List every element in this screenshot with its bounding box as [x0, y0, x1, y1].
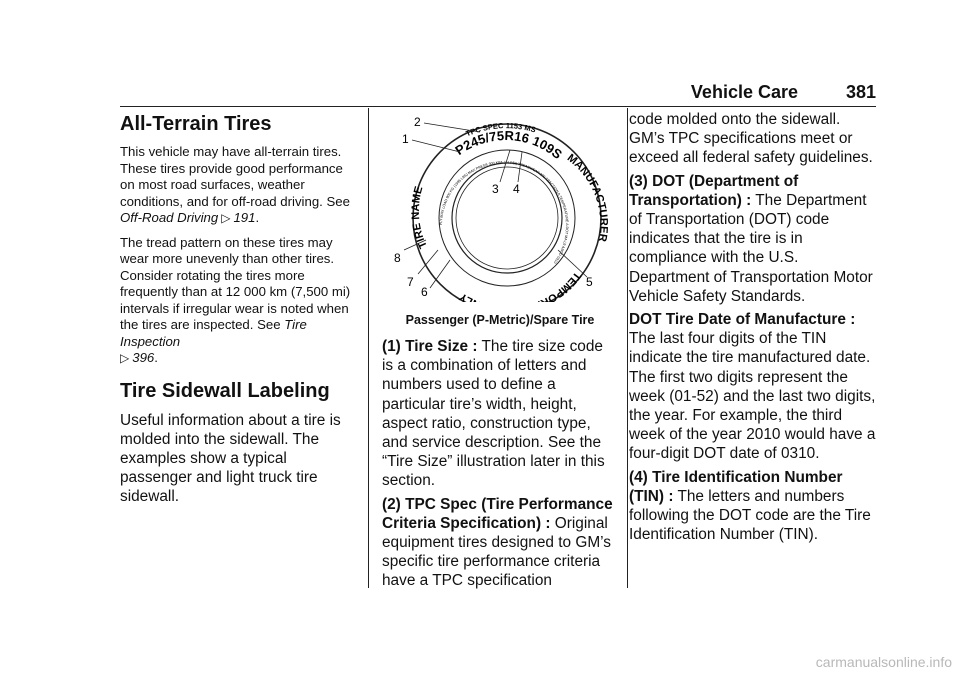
page-number: 381 [845, 82, 876, 102]
xref-tire-inspection[interactable]: Tire Inspection [120, 317, 307, 349]
item-text: The Department of Transportation (DOT) code indicates that the tire is in compliance with the U.S. Department of Transportation Motor Vehicle Safety Standards. [629, 191, 873, 305]
paragraph-end: . [255, 210, 260, 225]
callout-6: 6 [421, 285, 428, 299]
xref-page-191[interactable]: 191 [233, 210, 256, 225]
column-middle [382, 110, 618, 595]
item-label: (1) Tire Size : [382, 338, 478, 355]
manufacturer-text: MANUFACTURER [564, 151, 610, 243]
item-label: (2) TPC Spec (Tire Performance Criteria Specification) : [382, 495, 613, 532]
tire-size-text: P245/75R16 109S [452, 127, 566, 162]
column-divider-1 [368, 108, 369, 588]
callout-7: 7 [407, 275, 414, 289]
page-ref-icon: ▷ [120, 351, 130, 365]
callout-2: 2 [414, 115, 421, 129]
paragraph-tpc-continued: code molded onto the sidewall. GM’s TPC specifications meet or exceed all federal safety guidelines. [629, 111, 873, 167]
tpc-spec-text: TPC SPEC 1153 MS [464, 121, 537, 139]
paragraph-tread-pattern [120, 235, 356, 367]
watermark: carmanualsonline.info [815, 654, 952, 670]
column-left [120, 110, 356, 511]
item-label: (4) Tire Identification Number (TIN) : [629, 468, 843, 505]
item-dot-date [629, 310, 877, 464]
section-title: Vehicle Care [690, 82, 798, 102]
item-text: The last four digits of the TIN indicate the tire manufactured date. The first two digits represent the week (01-52) and the last two digits, the year. For example, the third week of the year 2010 would have a four-digit DOT date of 0310. [629, 330, 876, 463]
item-text: Original equipment tires designed to GM’s specific tire performance criteria have a TPC specification [382, 514, 611, 590]
column-divider-2 [627, 108, 628, 588]
paragraph-all-terrain [120, 144, 356, 227]
callout-1: 1 [402, 132, 409, 146]
item-dot [629, 172, 877, 306]
wheel-rim [456, 167, 558, 269]
figure-caption: Passenger (P-Metric)/Spare Tire [405, 313, 595, 327]
heading-tire-sidewall-labeling: Tire Sidewall Labeling [120, 379, 330, 402]
callout-8: 8 [394, 251, 401, 265]
item-text: The tire size code is a combination of letters and numbers used to define a particular tire’s width, height, aspect ratio, construction type, and service description. See the “Tire Size” illustration later in this section. [382, 338, 605, 490]
column-right [629, 110, 877, 548]
page-header [120, 82, 876, 104]
tire-mid-ring [439, 150, 575, 286]
callout-4: 4 [513, 182, 520, 196]
callout-5: 5 [586, 275, 593, 289]
temporary-use-text: TEMPOR LY [457, 269, 584, 302]
sidewall-fine-print: PLY MAX LOAD 900 KG (1985 LBS) MAX PRESS 300 KPA (44 PSI) TREADWEAR 200 TRACTION A TEMPERATURE A DOT MA L9 ABCD 0310 [438, 160, 570, 265]
paragraph-text: The tread pattern on these tires may wear more unevenly than other tires. Consider rotating the tires more frequently than at 12 000 km (7,500 mi) intervals if irregular wear is noted when the tires are inspected. See [120, 234, 351, 332]
tire-name-text: TIRE NAME [409, 185, 430, 251]
item-tpc-spec [382, 495, 618, 591]
callout-3: 3 [492, 182, 499, 196]
paragraph-text: This vehicle may have all-terrain tires. These tires provide good performance on most road surfaces, weather conditions, and for off-road driving. See [120, 144, 350, 209]
header-rule [120, 106, 876, 107]
item-tire-size [382, 337, 618, 491]
tire-sidewall-figure [382, 110, 618, 302]
item-text: The letters and numbers following the DOT code are the Tire Identification Number (TIN). [629, 487, 871, 544]
paragraph-end: . [154, 350, 158, 365]
item-label: DOT Tire Date of Manufacture : [629, 311, 856, 329]
item-label: (3) DOT (Department of Transportation) : [629, 172, 799, 209]
page-ref-icon: ▷ [221, 211, 231, 225]
item-tin [629, 468, 877, 545]
paragraph-sidewall-intro: Useful information about a tire is molded into the sidewall. The examples show a typical passenger and light truck tire sidewall. [120, 411, 341, 506]
xref-off-road-driving[interactable]: Off-Road Driving [120, 210, 219, 225]
xref-page-396[interactable]: 396 [132, 350, 155, 365]
heading-all-terrain-tires: All-Terrain Tires [120, 113, 272, 135]
